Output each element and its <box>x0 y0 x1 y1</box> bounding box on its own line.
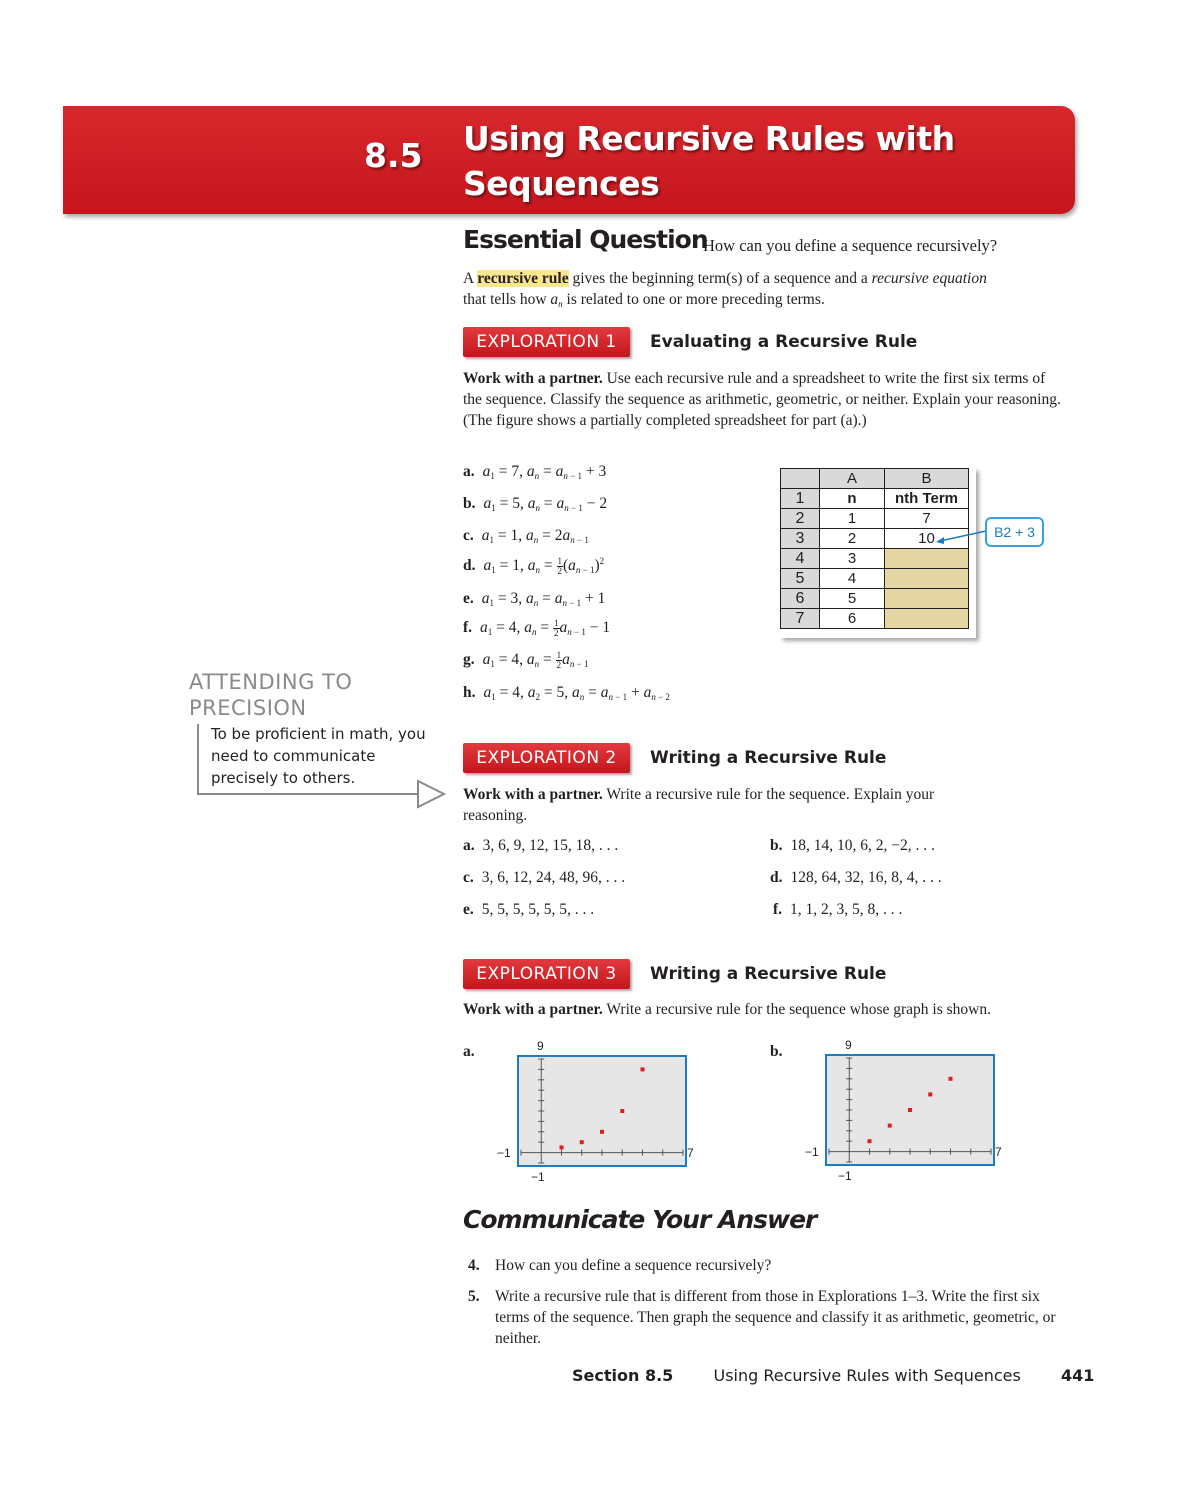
graph-b-xmin-label: −1 <box>805 1145 819 1159</box>
sheet-row: 5 4 <box>781 569 969 589</box>
data-point <box>600 1130 604 1134</box>
recursive-equation-term: recursive equation <box>871 270 987 287</box>
sheet-row: 2 1 7 <box>781 509 969 529</box>
exploration-3-badge: EXPLORATION 3 <box>463 959 630 989</box>
sequence-item-c: c. 3, 6, 12, 24, 48, 96, . . . <box>463 869 626 886</box>
data-point <box>560 1145 564 1149</box>
graph-b-plot <box>827 1056 993 1164</box>
column-header-b: B <box>885 469 969 489</box>
footer-title: Using Recursive Rules with Sequences <box>713 1366 1021 1385</box>
corner-cell <box>781 469 820 489</box>
partner-lead: Work with a partner. <box>463 1001 603 1018</box>
rule-item-f: f. $a_1 = 4$, $a_n$ = $\frac{1}{2}$ $a_{n - 1} - 1$ <box>463 618 611 638</box>
graph-a-ymin-label: −1 <box>531 1170 545 1184</box>
instructions-text: Use each recursive rule and a spreadsheet to write the first six terms of the sequence. Classify the sequence as arithmetic, geometric, or neither. Explain your reasoning. (The figure shows a partially completed spreadsheet for part (a).) <box>463 370 1061 429</box>
data-point <box>620 1109 624 1113</box>
header-nth-term: nth Term <box>885 489 969 509</box>
rule-item-h: h. $a_1 = 4$, $a_2 = 5$, $a_n = a_{n - 1} + a_{n - 2}$ <box>463 684 670 702</box>
sequence-item-a: a. 3, 6, 9, 12, 15, 18, . . . <box>463 837 619 854</box>
graph-b-label: b. <box>770 1043 783 1060</box>
sheet-row: 4 3 <box>781 549 969 569</box>
graph-a-xmin-label: −1 <box>497 1146 511 1160</box>
sheet-row: 1 n nth Term <box>781 489 969 509</box>
question-4: 4. How can you define a sequence recursively? <box>468 1257 772 1274</box>
graph-b-ymin-label: −1 <box>838 1169 852 1183</box>
recursive-rule-term: recursive rule <box>477 270 569 287</box>
sidebar-title: ATTENDING TO PRECISION <box>189 670 353 720</box>
sequence-item-b: b. 18, 14, 10, 6, 2, −2, . . . <box>770 837 935 854</box>
exploration-1-title: Evaluating a Recursive Rule <box>650 332 918 352</box>
sheet-row: 6 5 <box>781 589 969 609</box>
data-point <box>580 1140 584 1144</box>
graph-a-screen <box>517 1055 687 1167</box>
formula-callout: B2 + 3 <box>985 517 1044 547</box>
cell-b3: 10 <box>885 529 969 549</box>
rule-item-c: c. $a_1 = 1$, $a_n = 2a_{n - 1}$ <box>463 527 589 545</box>
essential-question-label: Essential Question <box>463 225 708 254</box>
intro-paragraph: A recursive rule gives the beginning term(s) of a sequence and a recursive equation that tells how $a_n$ is related to one or more preceding terms. <box>463 270 987 309</box>
section-title: Using Recursive Rules with Sequences <box>463 119 955 203</box>
spreadsheet <box>780 468 976 638</box>
footer-section: Section 8.5 <box>572 1366 674 1385</box>
data-point <box>908 1108 912 1112</box>
graph-a-xmax-label: 7 <box>687 1146 694 1160</box>
graph-b-xmax-label: 7 <box>995 1145 1002 1159</box>
sequence-item-e: e. 5, 5, 5, 5, 5, 5, . . . <box>463 901 595 918</box>
question-5: 5. Write a recursive rule that is different from those in Explorations 1–3. Write the first six terms of the sequence. Then graph the sequence and classify it as arithmetic, geometric, or neither. <box>468 1288 1056 1347</box>
page-footer <box>572 1366 1094 1385</box>
data-point <box>949 1077 953 1081</box>
rule-item-e: e. $a_1 = 3$, $a_n = a_{n - 1} + 1$ <box>463 590 606 608</box>
section-number: 8.5 <box>364 136 423 175</box>
exploration-1-instructions <box>463 368 1063 431</box>
data-point <box>928 1092 932 1096</box>
graph-a-plot <box>519 1057 685 1165</box>
graph-b-screen <box>825 1054 995 1166</box>
sidebar-text: To be proficient in math, you need to communicate precisely to others. <box>211 725 426 787</box>
essential-question-text: How can you define a sequence recursively? <box>703 236 998 255</box>
sequence-item-f: f. 1, 1, 2, 3, 5, 8, . . . <box>773 901 903 918</box>
exploration-1-badge: EXPLORATION 1 <box>463 327 630 357</box>
exploration-2-instructions <box>463 784 973 826</box>
data-point <box>888 1124 892 1128</box>
graph-b-ymax-label: 9 <box>845 1038 852 1052</box>
intro-prefix: A <box>463 270 474 287</box>
communicate-title: Communicate Your Answer <box>463 1205 817 1234</box>
instructions-text: Write a recursive rule for the sequence whose graph is shown. <box>606 1001 991 1018</box>
graph-a-ymax-label: 9 <box>537 1039 544 1053</box>
exploration-2-title: Writing a Recursive Rule <box>650 748 887 768</box>
exploration-3-title: Writing a Recursive Rule <box>650 964 887 984</box>
partner-lead: Work with a partner. <box>463 786 603 803</box>
intro-line2b: is related to one or more preceding terms. <box>566 291 825 308</box>
rule-item-d: d. $a_1 = 1$, $a_n$ = $\frac{1}{2}$ $(a_{n - 1})^2$ <box>463 556 605 577</box>
sequence-item-d: d. 128, 64, 32, 16, 8, 4, . . . <box>770 869 942 886</box>
rule-item-b: b. $a_1 = 5$, $a_n = a_{n - 1} - 2$ <box>463 495 608 513</box>
column-header-a: A <box>820 469 885 489</box>
exploration-3-instructions <box>463 999 1083 1020</box>
data-point <box>641 1067 645 1071</box>
page-number: 441 <box>1061 1366 1095 1385</box>
data-point <box>868 1139 872 1143</box>
header-n: n <box>820 489 885 509</box>
formula-arrow-icon <box>930 525 990 550</box>
rule-item-g: g. $a_1 = 4$, $a_n$ = $\frac{1}{2}$ $a_{n - 1}$ <box>463 650 589 670</box>
instructions-text: Write a recursive rule for the sequence. Explain your reasoning. <box>463 786 935 824</box>
graph-a-label: a. <box>463 1043 475 1060</box>
intro-middle: gives the beginning term(s) of a sequence and a <box>572 270 868 287</box>
intro-line2a: that tells how <box>463 291 547 308</box>
sheet-row: 7 6 <box>781 609 969 629</box>
rule-item-a: a. $a_1 = 7$, $a_n = a_{n - 1} + 3$ <box>463 463 607 481</box>
exploration-2-badge: EXPLORATION 2 <box>463 743 630 773</box>
partner-lead: Work with a partner. <box>463 370 603 387</box>
sheet-row: 3 2 10 <box>781 529 969 549</box>
